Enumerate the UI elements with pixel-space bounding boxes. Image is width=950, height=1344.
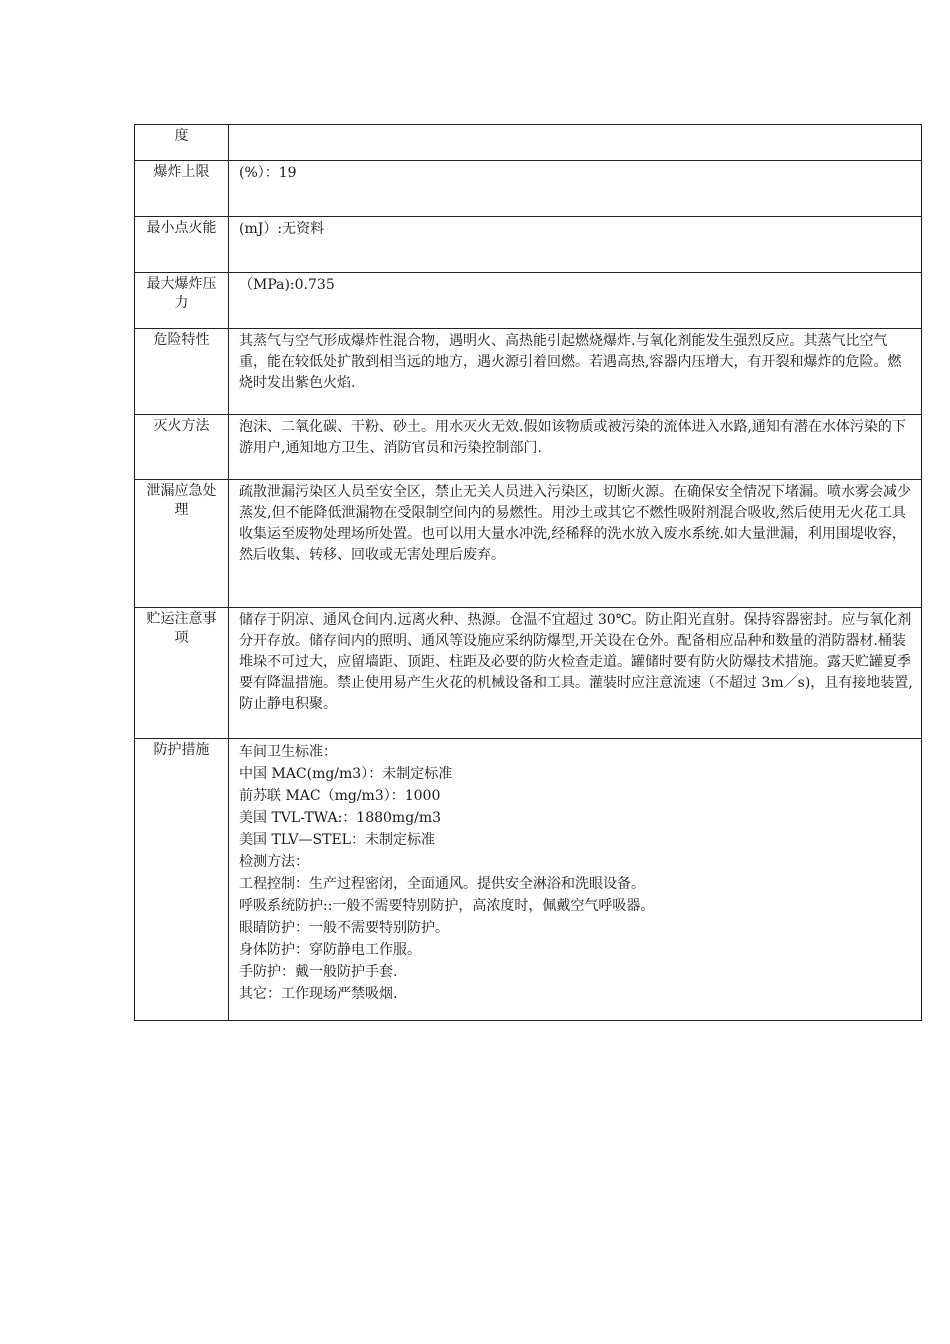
- value-line: 美国 TVL-TWA:：1880mg/m3: [239, 810, 442, 826]
- value-line: 中国 MAC(mg/m3）：未制定标准: [239, 766, 453, 782]
- row-value: [229, 480, 922, 608]
- value-line: (mJ）:无资料: [239, 221, 325, 237]
- row-value: [229, 608, 922, 739]
- value-line: （MPa):0.735: [239, 277, 335, 293]
- value-line: 手防护：戴一般防护手套.: [239, 964, 398, 980]
- value-line: 工程控制：生产过程密闭，全面通风。提供安全淋浴和洗眼设备。: [239, 876, 645, 892]
- row-value: [229, 415, 922, 480]
- table-row: [135, 739, 922, 1021]
- value-line: 前苏联 MAC（mg/m3）：1000: [239, 788, 441, 804]
- value-line: (%）：19: [239, 165, 297, 181]
- row-value: [229, 217, 922, 273]
- row-value: [229, 125, 922, 161]
- value-line: 车间卫生标准：: [239, 744, 337, 760]
- table-row: [135, 273, 922, 329]
- row-label: 爆炸上限: [135, 161, 229, 217]
- value-line: 身体防护：穿防静电工作服。: [239, 942, 421, 958]
- row-label: 泄漏应急处理: [135, 480, 229, 608]
- row-label: 贮运注意事项: [135, 608, 229, 739]
- value-line: 其它：工作现场严禁吸烟.: [239, 986, 398, 1002]
- row-value: [229, 273, 922, 329]
- value-paragraph: 泡沫、二氧化碳、干粉、砂土。用水灭火无效.假如该物质或被污染的流体进入水路,通知有潜在水体污染的下游用户,通知地方卫生、消防官员和污染控制部门.: [239, 419, 906, 456]
- value-paragraph: 其蒸气与空气形成爆炸性混合物，遇明火、高热能引起燃烧爆炸.与氧化剂能发生强烈反应。其蒸气比空气重，能在较低处扩散到相当远的地方，遇火源引着回燃。若遇高热,容器内压增大，有开裂和爆炸的危险。燃烧时发出紫色火焰.: [239, 333, 902, 391]
- value-line: 美国 TLV—STEL：未制定标准: [239, 832, 435, 848]
- row-label: 灭火方法: [135, 415, 229, 480]
- table-row: [135, 608, 922, 739]
- row-label: 最小点火能: [135, 217, 229, 273]
- value-line: 检测方法：: [239, 854, 309, 870]
- table-row: [135, 329, 922, 415]
- row-label: 危险特性: [135, 329, 229, 415]
- msds-table: [134, 124, 922, 1021]
- value-paragraph: 储存于阴凉、通风仓间内.远离火种、热源。仓温不宜超过 30℃。防止阳光直射。保持容器密封。应与氧化剂分开存放。储存间内的照明、通风等设施应采纳防爆型,开关设在仓外。配备相应品种和数量的消防器材.桶装堆垛不可过大，应留墙距、顶距、柱距及必要的防火检查走道。罐储时要有防火防爆技术措施。露天贮罐夏季要有降温措施。禁止使用易产生火花的机械设备和工具。灌装时应注意流速（不超过 3m／s)，且有接地装置,防止静电积聚。: [239, 612, 913, 712]
- value-paragraph: 疏散泄漏污染区人员至安全区，禁止无关人员进入污染区，切断火源。在确保安全情况下堵漏。喷水雾会减少蒸发,但不能降低泄漏物在受限制空间内的易燃性。用沙土或其它不燃性吸附剂混合吸收,然后使用无火花工具收集运至废物处理场所处置。也可以用大量水冲洗,经稀释的洗水放入废水系统.如大量泄漏，利用围堤收容，然后收集、转移、回收或无害处理后废弃。: [239, 484, 911, 563]
- table-row: [135, 125, 922, 161]
- table-row: [135, 480, 922, 608]
- row-label: 度: [135, 125, 229, 161]
- row-label: 防护措施: [135, 739, 229, 1021]
- row-value: [229, 329, 922, 415]
- row-label: 最大爆炸压力: [135, 273, 229, 329]
- table-row: [135, 161, 922, 217]
- table-row: [135, 415, 922, 480]
- value-line: 眼睛防护：一般不需要特别防护。: [239, 920, 449, 936]
- value-line: 呼吸系统防护::一般不需要特别防护，高浓度时，佩戴空气呼吸器。: [239, 898, 655, 914]
- table-row: [135, 217, 922, 273]
- row-value: [229, 161, 922, 217]
- row-value: [229, 739, 922, 1021]
